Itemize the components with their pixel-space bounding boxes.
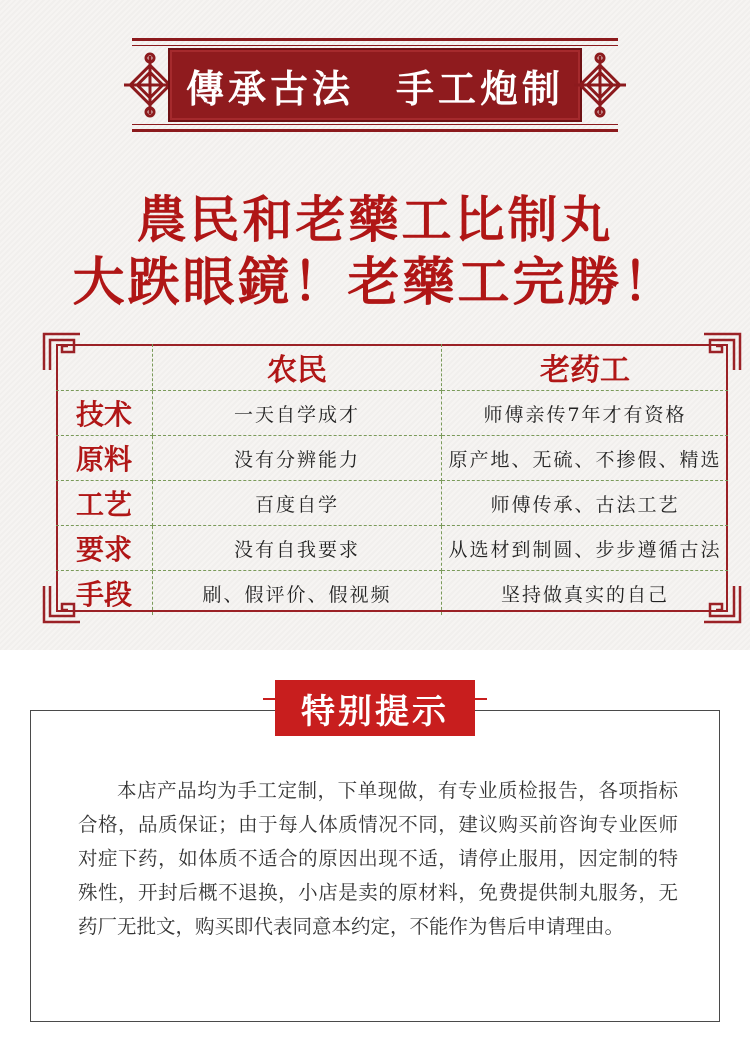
pharmacist-cell: 师傅传承、古法工艺	[442, 481, 729, 526]
header-pharmacist: 老药工	[442, 344, 729, 391]
pharmacist-cell: 师傅亲传7年才有资格	[442, 391, 729, 436]
table-row	[56, 481, 728, 526]
row-label: 原料	[56, 436, 153, 481]
farmer-cell: 百度自学	[153, 481, 442, 526]
row-label: 工艺	[56, 481, 153, 526]
header-empty	[56, 344, 153, 391]
farmer-cell: 一天自学成才	[153, 391, 442, 436]
row-label: 要求	[56, 526, 153, 571]
table-row	[56, 436, 728, 481]
comparison-table	[56, 344, 728, 615]
banner-plate	[168, 48, 582, 122]
row-label: 技术	[56, 391, 153, 436]
notice-title: 特别提示	[301, 691, 449, 732]
table-row	[56, 526, 728, 571]
table-row	[56, 571, 728, 616]
comparison-table-frame	[42, 332, 742, 624]
farmer-cell: 刷、假评价、假视频	[153, 571, 442, 616]
title-banner	[122, 38, 628, 132]
notice-body: 本店产品均为手工定制，下单现做，有专业质检报告，各项指标合格，品质保证；由于每人体质情况不同，建议购买前咨询专业医师对症下药，如体质不适合的原因出现不适，请停止服用，因定制的特殊性，开封后概不退换，小店是卖的原材料，免费提供制丸服务，无药厂无批文，购买即代表同意本约定，不能作为售后申请理由。	[78, 779, 678, 938]
table-row	[56, 391, 728, 436]
headline-line-1: 農民和老藥工比制丸	[136, 190, 614, 249]
banner-title: 傳承古法 手工炮制	[185, 65, 564, 111]
pharmacist-cell: 原产地、无硫、不掺假、精选	[442, 436, 729, 481]
chinese-knot-icon	[572, 52, 628, 118]
headline-line-2: 大跌眼鏡！老藥工完勝！	[72, 252, 678, 313]
farmer-cell: 没有自我要求	[153, 526, 442, 571]
notice-title-tab	[275, 680, 475, 736]
header-farmer: 农民	[153, 344, 442, 391]
table-header-row	[56, 344, 728, 391]
pharmacist-cell: 坚持做真实的自己	[500, 583, 669, 606]
pharmacist-cell: 从选材到制圆、步步遵循古法	[442, 526, 729, 571]
farmer-cell: 没有分辨能力	[153, 436, 442, 481]
row-label: 手段	[56, 571, 153, 616]
